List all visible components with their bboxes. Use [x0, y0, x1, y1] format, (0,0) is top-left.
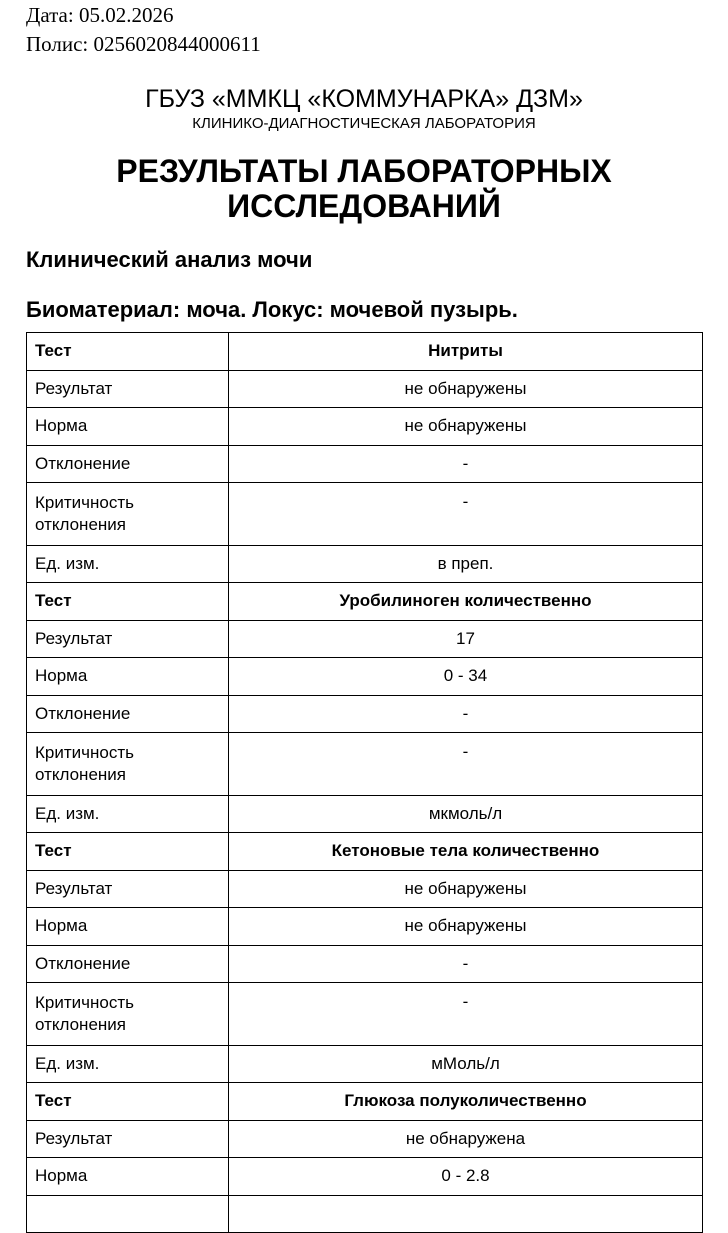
- table-row-result: [27, 620, 703, 658]
- table-row-test-name: [27, 1083, 703, 1121]
- table-row-criticality: [27, 983, 703, 1046]
- table-row-result: [27, 370, 703, 408]
- result-value: не обнаружены: [229, 870, 703, 908]
- row-label: Тест: [27, 333, 229, 371]
- row-label: Отклонение: [27, 945, 229, 983]
- deviation-value: -: [229, 445, 703, 483]
- organization-name: ГБУЗ «ММКЦ «КОММУНАРКА» ДЗМ»: [145, 85, 583, 113]
- criticality-value: -: [229, 733, 703, 796]
- report-date: Дата: 05.02.2026: [26, 3, 174, 27]
- row-label: Критичность отклонения: [27, 733, 229, 796]
- deviation-value: -: [229, 945, 703, 983]
- table-row-test-name: [27, 583, 703, 621]
- document-title-line-2: ИССЛЕДОВАНИЙ: [227, 188, 501, 224]
- test-name: Глюкоза полуколичественно: [229, 1083, 703, 1121]
- table-row-result: [27, 870, 703, 908]
- table-row-test-name: [27, 833, 703, 871]
- document-title: [0, 154, 728, 224]
- row-label: Результат: [27, 620, 229, 658]
- row-label: Критичность отклонения: [27, 483, 229, 546]
- row-label: Норма: [27, 408, 229, 446]
- criticality-value: -: [229, 483, 703, 546]
- row-label: Норма: [27, 658, 229, 696]
- row-label: Критичность отклонения: [27, 983, 229, 1046]
- norm-value: не обнаружены: [229, 408, 703, 446]
- table-row-norm: [27, 1158, 703, 1196]
- norm-value: не обнаружены: [229, 908, 703, 946]
- result-value: 17: [229, 620, 703, 658]
- table-row-test-name: [27, 333, 703, 371]
- row-label: Ед. изм.: [27, 795, 229, 833]
- table-row-result: [27, 1120, 703, 1158]
- table-row-norm: [27, 408, 703, 446]
- table-row-deviation: [27, 445, 703, 483]
- policy-number: Полис: 0256020844000611: [26, 32, 261, 56]
- result-value: не обнаружены: [229, 370, 703, 408]
- deviation-value: [229, 1195, 703, 1233]
- unit-value: в преп.: [229, 545, 703, 583]
- test-name: Кетоновые тела количественно: [229, 833, 703, 871]
- row-label: Результат: [27, 1120, 229, 1158]
- row-label: Результат: [27, 370, 229, 408]
- table-row-criticality: [27, 733, 703, 796]
- row-label: Ед. изм.: [27, 545, 229, 583]
- row-label: Результат: [27, 870, 229, 908]
- row-label: Отклонение: [27, 445, 229, 483]
- department-name: КЛИНИКО-ДИАГНОСТИЧЕСКАЯ ЛАБОРАТОРИЯ: [192, 115, 536, 132]
- table-row-norm: [27, 658, 703, 696]
- document-title-line-1: РЕЗУЛЬТАТЫ ЛАБОРАТОРНЫХ: [116, 153, 612, 189]
- table-row-unit: [27, 1045, 703, 1083]
- table-row-criticality: [27, 483, 703, 546]
- table-row-deviation: [27, 1195, 703, 1233]
- row-label: Тест: [27, 583, 229, 621]
- results-table: [26, 332, 703, 1233]
- norm-value: 0 - 2.8: [229, 1158, 703, 1196]
- row-label: Норма: [27, 908, 229, 946]
- biomaterial-line: Биоматериал: моча. Локус: мочевой пузырь.: [26, 297, 518, 322]
- criticality-value: -: [229, 983, 703, 1046]
- test-name: Уробилиноген количественно: [229, 583, 703, 621]
- unit-value: мкмоль/л: [229, 795, 703, 833]
- unit-value: мМоль/л: [229, 1045, 703, 1083]
- row-label: Норма: [27, 1158, 229, 1196]
- row-label: [27, 1195, 229, 1233]
- result-value: не обнаружена: [229, 1120, 703, 1158]
- row-label: Тест: [27, 1083, 229, 1121]
- test-name: Нитриты: [229, 333, 703, 371]
- table-row-unit: [27, 545, 703, 583]
- section-title: Клинический анализ мочи: [26, 247, 313, 272]
- row-label: Отклонение: [27, 695, 229, 733]
- table-row-unit: [27, 795, 703, 833]
- table-row-norm: [27, 908, 703, 946]
- norm-value: 0 - 34: [229, 658, 703, 696]
- table-row-deviation: [27, 945, 703, 983]
- row-label: Ед. изм.: [27, 1045, 229, 1083]
- table-row-deviation: [27, 695, 703, 733]
- row-label: Тест: [27, 833, 229, 871]
- deviation-value: -: [229, 695, 703, 733]
